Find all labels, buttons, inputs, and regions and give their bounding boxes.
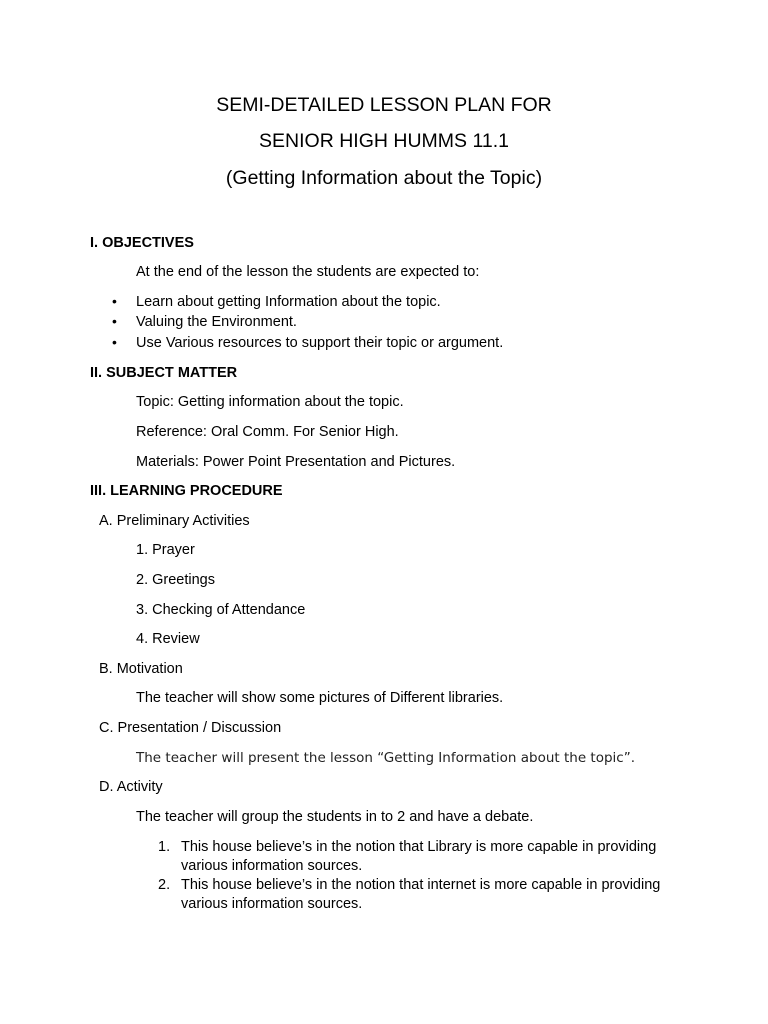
objective-item: Learn about getting Information about the topic. (136, 294, 441, 310)
subject-materials: Materials: Power Point Presentation and Pictures. (136, 454, 456, 470)
objective-item: Use Various resources to support their topic or argument. (136, 335, 504, 351)
objective-item: Valuing the Environment. (136, 314, 297, 330)
objectives-heading: I. OBJECTIVES (90, 235, 194, 251)
objectives-intro: At the end of the lesson the students are expected to: (136, 264, 480, 280)
motion-text: This house believe’s in the notion that Library is more capable in providing various information sources. (181, 839, 657, 874)
preliminary-item: 3. Checking of Attendance (136, 602, 306, 618)
preliminary-label: A. Preliminary Activities (99, 513, 250, 529)
motion-text: This house believe’s in the notion that internet is more capable in providing various information sources. (181, 877, 661, 912)
title-line-2: SENIOR HIGH HUMMS 11.1 (259, 130, 509, 152)
activity-label: D. Activity (99, 779, 163, 795)
subject-topic: Topic: Getting information about the topic. (136, 394, 404, 410)
subject-reference: Reference: Oral Comm. For Senior High. (136, 424, 399, 440)
motion-number: 2. (158, 877, 171, 893)
motion-number: 1. (158, 839, 171, 855)
title-line-1: SEMI-DETAILED LESSON PLAN FOR (216, 94, 552, 116)
activity-text: The teacher will group the students in to 2 and have a debate. (136, 809, 534, 825)
preliminary-item: 2. Greetings (136, 572, 215, 588)
motivation-text: The teacher will show some pictures of Different libraries. (136, 690, 504, 706)
preliminary-item: 4. Review (136, 631, 200, 647)
bullet-icon: • (112, 293, 117, 309)
preliminary-item: 1. Prayer (136, 542, 195, 558)
presentation-label: C. Presentation / Discussion (99, 720, 282, 736)
subject-matter-heading: II. SUBJECT MATTER (90, 365, 238, 381)
bullet-icon: • (112, 313, 117, 329)
presentation-text: The teacher will present the lesson “Getting Information about the topic”. (136, 750, 636, 766)
title-line-3: (Getting Information about the Topic) (225, 167, 543, 189)
motivation-label: B. Motivation (99, 661, 183, 677)
learning-procedure-heading: III. LEARNING PROCEDURE (90, 483, 283, 499)
bullet-icon: • (112, 334, 117, 350)
